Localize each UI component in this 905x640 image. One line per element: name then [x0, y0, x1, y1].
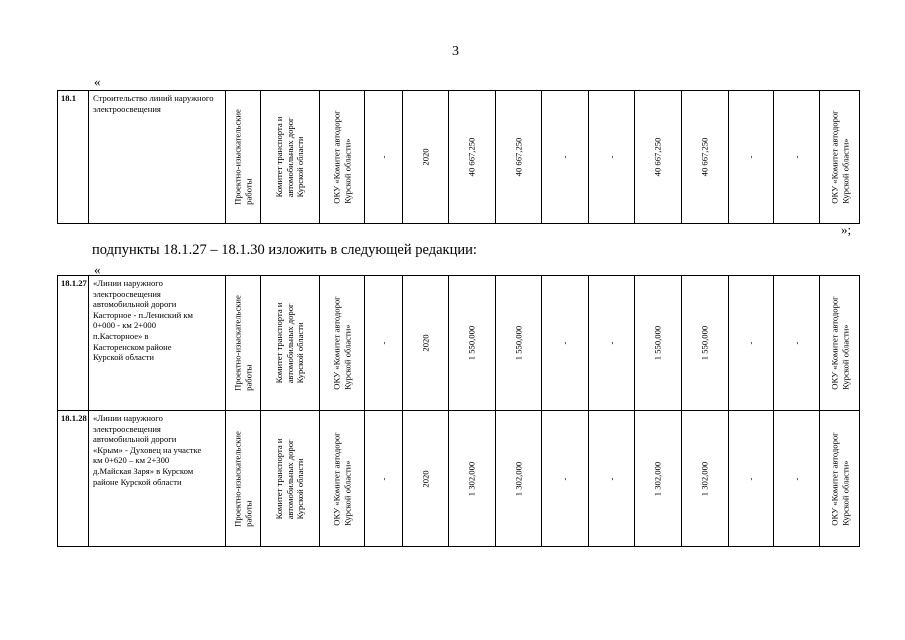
work-type-cell: Проектно-изыскательские работы: [226, 91, 261, 224]
page-number: 3: [452, 44, 459, 59]
dash-cell: -: [774, 276, 820, 411]
amount-cell: 1 302,000: [635, 411, 682, 547]
amount-cell: 40 667,250: [682, 91, 729, 224]
dash-cell: -: [365, 91, 403, 224]
year-cell: 2020: [403, 276, 449, 411]
dash-cell: -: [589, 411, 635, 547]
executor-cell: ОКУ «Комитет автодорог Курской области»: [820, 276, 860, 411]
work-type-cell: Проектно-изыскательские работы: [226, 411, 261, 547]
committee-cell: Комитет транспорта и автомобильных дорог Курской области: [261, 411, 320, 547]
table-row: [58, 91, 860, 224]
executor-cell: ОКУ «Комитет автодорог Курской области»: [820, 91, 860, 224]
row-number: 18.1.28: [58, 411, 89, 547]
year-cell: 2020: [403, 411, 449, 547]
dash-cell: -: [542, 411, 589, 547]
table-first: [57, 90, 860, 224]
dash-cell: -: [542, 91, 589, 224]
dash-cell: -: [774, 91, 820, 224]
row-number: 18.1.27: [58, 276, 89, 411]
amount-cell: 1 302,000: [496, 411, 542, 547]
amount-cell: 40 667,250: [496, 91, 542, 224]
dash-cell: -: [774, 411, 820, 547]
dash-cell: -: [589, 91, 635, 224]
table-row: [58, 411, 860, 547]
table-second: [57, 275, 860, 547]
dash-cell: -: [729, 91, 774, 224]
open-quote: «: [94, 74, 101, 89]
amount-cell: 1 550,000: [635, 276, 682, 411]
committee-cell: Комитет транспорта и автомобильных дорог Курской области: [261, 276, 320, 411]
amount-cell: 1 550,000: [496, 276, 542, 411]
amount-cell: 1 302,000: [682, 411, 729, 547]
row-name: «Линии наружного электроосвещения автомобильной дороги «Крым» - Духовец на участке км 0+620 – км 2+300 д.Майская Заря» в Курском районе Курской области: [89, 411, 226, 547]
executor-cell: ОКУ «Комитет автодорог Курской области»: [820, 411, 860, 547]
row-name: «Линии наружного электроосвещения автомобильной дороги Касторное - п.Лениский км 0+000 - км 2+000 п.Касторное» в Касторенском районе Курской области: [89, 276, 226, 411]
dash-cell: -: [729, 276, 774, 411]
open-quote-2: «: [94, 262, 101, 277]
dash-cell: -: [365, 276, 403, 411]
close-quote: »;: [841, 222, 852, 237]
work-type-cell: Проектно-изыскательские работы: [226, 276, 261, 411]
dash-cell: -: [365, 411, 403, 547]
row-name: Строительство линий наружного электроосвещения: [89, 91, 226, 224]
executor-cell: ОКУ «Комитет автодорог Курской области»: [320, 411, 365, 547]
dash-cell: -: [589, 276, 635, 411]
amount-cell: 1 302,000: [449, 411, 496, 547]
section-heading: подпункты 18.1.27 – 18.1.30 изложить в следующей редакции:: [92, 242, 477, 258]
dash-cell: -: [542, 276, 589, 411]
amount-cell: 40 667,250: [635, 91, 682, 224]
amount-cell: 1 550,000: [682, 276, 729, 411]
row-number: 18.1: [58, 91, 89, 224]
amount-cell: 40 667,250: [449, 91, 496, 224]
amount-cell: 1 550,000: [449, 276, 496, 411]
year-cell: 2020: [403, 91, 449, 224]
executor-cell: ОКУ «Комитет автодорог Курской области»: [320, 91, 365, 224]
dash-cell: -: [729, 411, 774, 547]
table-row: [58, 276, 860, 411]
committee-cell: Комитет транспорта и автомобильных дорог Курской области: [261, 91, 320, 224]
executor-cell: ОКУ «Комитет автодорог Курской области»: [320, 276, 365, 411]
